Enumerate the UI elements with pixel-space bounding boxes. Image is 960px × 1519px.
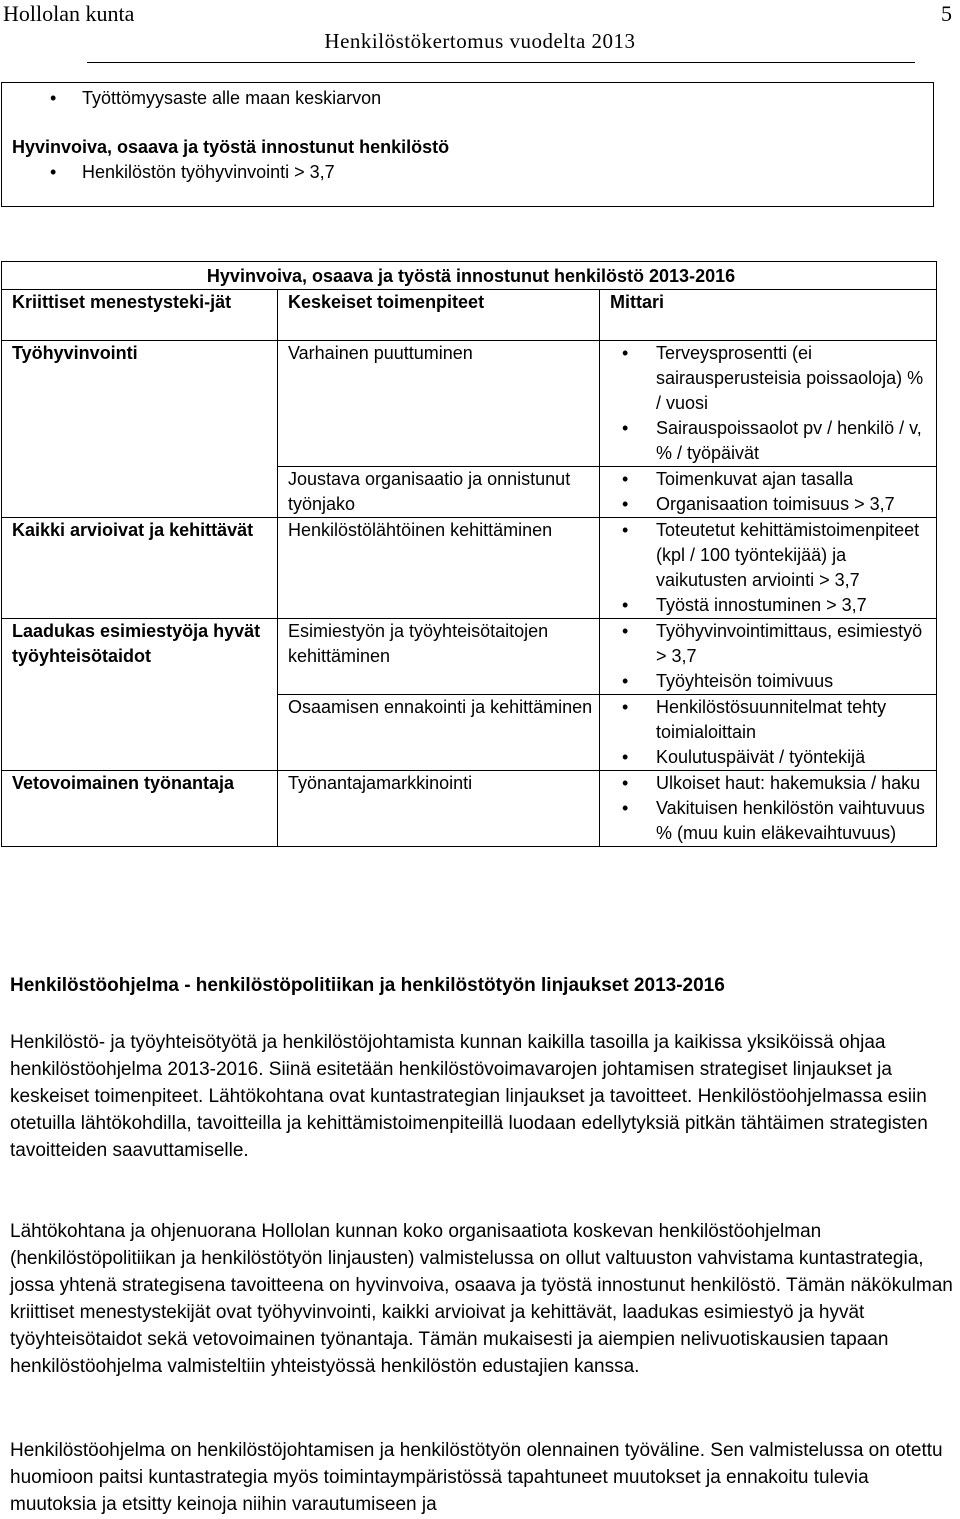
list-item: • Toimenkuvat ajan tasalla [610, 467, 930, 492]
bullet-icon: • [50, 88, 57, 108]
table-title: Hyvinvoiva, osaava ja työstä innostunut henkilöstö 2013-2016 [2, 262, 937, 290]
goal-heading: Hyvinvoiva, osaava ja työstä innostunut henkilöstö [12, 137, 450, 157]
list-item: • Työyhteisön toimivuus [610, 669, 930, 694]
action-cell: Osaamisen ennakointi ja kehittäminen [278, 695, 600, 771]
goal-item: • Henkilöstön työhyvinvointi > 3,7 [12, 161, 335, 183]
factor-cell: Työhyvinvointi [2, 341, 278, 518]
factor-cell: Vetovoimainen työnantaja [2, 771, 278, 847]
list-item: • Ulkoiset haut: hakemuksia / haku [610, 771, 930, 796]
action-cell: Henkilöstölähtöinen kehittäminen [278, 518, 600, 619]
list-item: • Organisaation toimisuus > 3,7 [610, 492, 930, 517]
factor-cell: Kaikki arvioivat ja kehittävät [2, 518, 278, 619]
header-actions: Keskeiset toimenpiteet [278, 290, 600, 341]
list-item: • Sairauspoissaolot pv / henkilö / v, % / työpäivät [610, 416, 930, 466]
table-row [2, 341, 937, 467]
paragraph: Henkilöstöohjelma on henkilöstöjohtamisen ja henkilöstötyön olennainen työväline. Sen valmistelussa on otettu huomioon paitsi kuntastrategia myös toimintaympäristössä tapahtuneet muutokset ja ennakoitu tulevia muutoksia ja etsitty keinoja niihin varautumiseen ja [10, 1440, 943, 1515]
section-title: Henkilöstöohjelma - henkilöstöpolitiikan ja henkilöstötyön linjaukset 2013-2016 [10, 975, 725, 996]
metric-cell [600, 467, 937, 518]
table-header-row [2, 290, 937, 341]
table-row [2, 518, 937, 619]
header-metric: Mittari [600, 290, 937, 341]
list-item: • Henkilöstösuunnitelmat tehty toimialoittain [610, 695, 930, 745]
table-row [2, 771, 937, 847]
goal-item: • Työttömyysaste alle maan keskiarvon [12, 87, 381, 109]
action-cell: Työnantajamarkkinointi [278, 771, 600, 847]
header-divider [87, 62, 915, 63]
header-factor: Kriittiset menestysteki-jät [2, 290, 278, 341]
list-item: • Koulutuspäivät / työntekijä [610, 745, 930, 770]
list-item: • Työhyvinvointimittaus, esimiestyö > 3,7 [610, 619, 930, 669]
bullet-icon: • [50, 162, 57, 182]
factor-cell: Laadukas esimiestyöja hyvät työyhteisötaidot [2, 619, 278, 771]
list-item: • Työstä innostuminen > 3,7 [610, 593, 930, 618]
list-item: • Vakituisen henkilöstön vaihtuvuus % (muu kuin eläkevaihtuvuus) [610, 796, 930, 846]
metric-cell [600, 619, 937, 695]
action-cell: Joustava organisaatio ja onnistunut työnjako [278, 467, 600, 518]
metric-cell [600, 341, 937, 467]
table-title-row [2, 262, 937, 290]
goal-box [1, 82, 934, 207]
list-item: • Terveysprosentti (ei sairausperusteisia poissaoloja) % / vuosi [610, 341, 930, 416]
list-item: • Toteutetut kehittämistoimenpiteet (kpl / 100 työntekijää) ja vaikutusten arviointi > 3,7 [610, 518, 930, 593]
metric-cell [600, 771, 937, 847]
paragraph: Henkilöstö- ja työyhteisötyötä ja henkilöstöjohtamista kunnan kaikilla tasoilla ja kaikissa yksiköissä ohjaa henkilöstöohjelma 2013-2016. Siinä esitetään henkilöstövoimavarojen johtamisen strategiset linjaukset ja keskeiset toimenpiteet. Lähtökohtana ovat kuntastrategian linjaukset ja tavoitteet. Henkilöstöohjelmassa esiin otetuilla lähtökohdilla, tavoitteilla ja kehittämistoimenpiteillä luodaan edellytyksiä pitkän tähtäimen strategisten tavoitteiden saavuttamiselle. [10, 1032, 928, 1161]
success-factor-table [1, 261, 937, 847]
paragraph: Lähtökohtana ja ohjenuorana Hollolan kunnan koko organisaatiota koskevan henkilöstöohjelman (henkilöstöpolitiikan ja henkilöstötyön linjausten) valmistelussa on ollut valtuuston vahvistama kuntastrategia, jossa yhtenä strategisena tavoitteena on hyvinvoiva, osaava ja työstä innostunut henkilöstö. Tämän näkökulman kriittiset menestystekijät ovat työhyvinvointi, kaikki arvioivat ja kehittävät, laadukas esimiestyö ja hyvät työyhteisötaidot sekä vetovoimainen työnantaja. Tämän mukaisesti ja aiempien nelivuotiskausien tapaan henkilöstöohjelma valmisteltiin yhteistyössä henkilöstön edustajien kanssa. [10, 1221, 953, 1377]
action-cell: Varhainen puuttuminen [278, 341, 600, 467]
page-number: 5 [941, 1, 952, 26]
header-org: Hollolan kunta [3, 1, 135, 26]
table-row [2, 619, 937, 695]
metric-cell [600, 695, 937, 771]
header-subtitle: Henkilöstökertomus vuodelta 2013 [324, 29, 636, 53]
action-cell: Esimiestyön ja työyhteisötaitojen kehittäminen [278, 619, 600, 695]
metric-cell [600, 518, 937, 619]
